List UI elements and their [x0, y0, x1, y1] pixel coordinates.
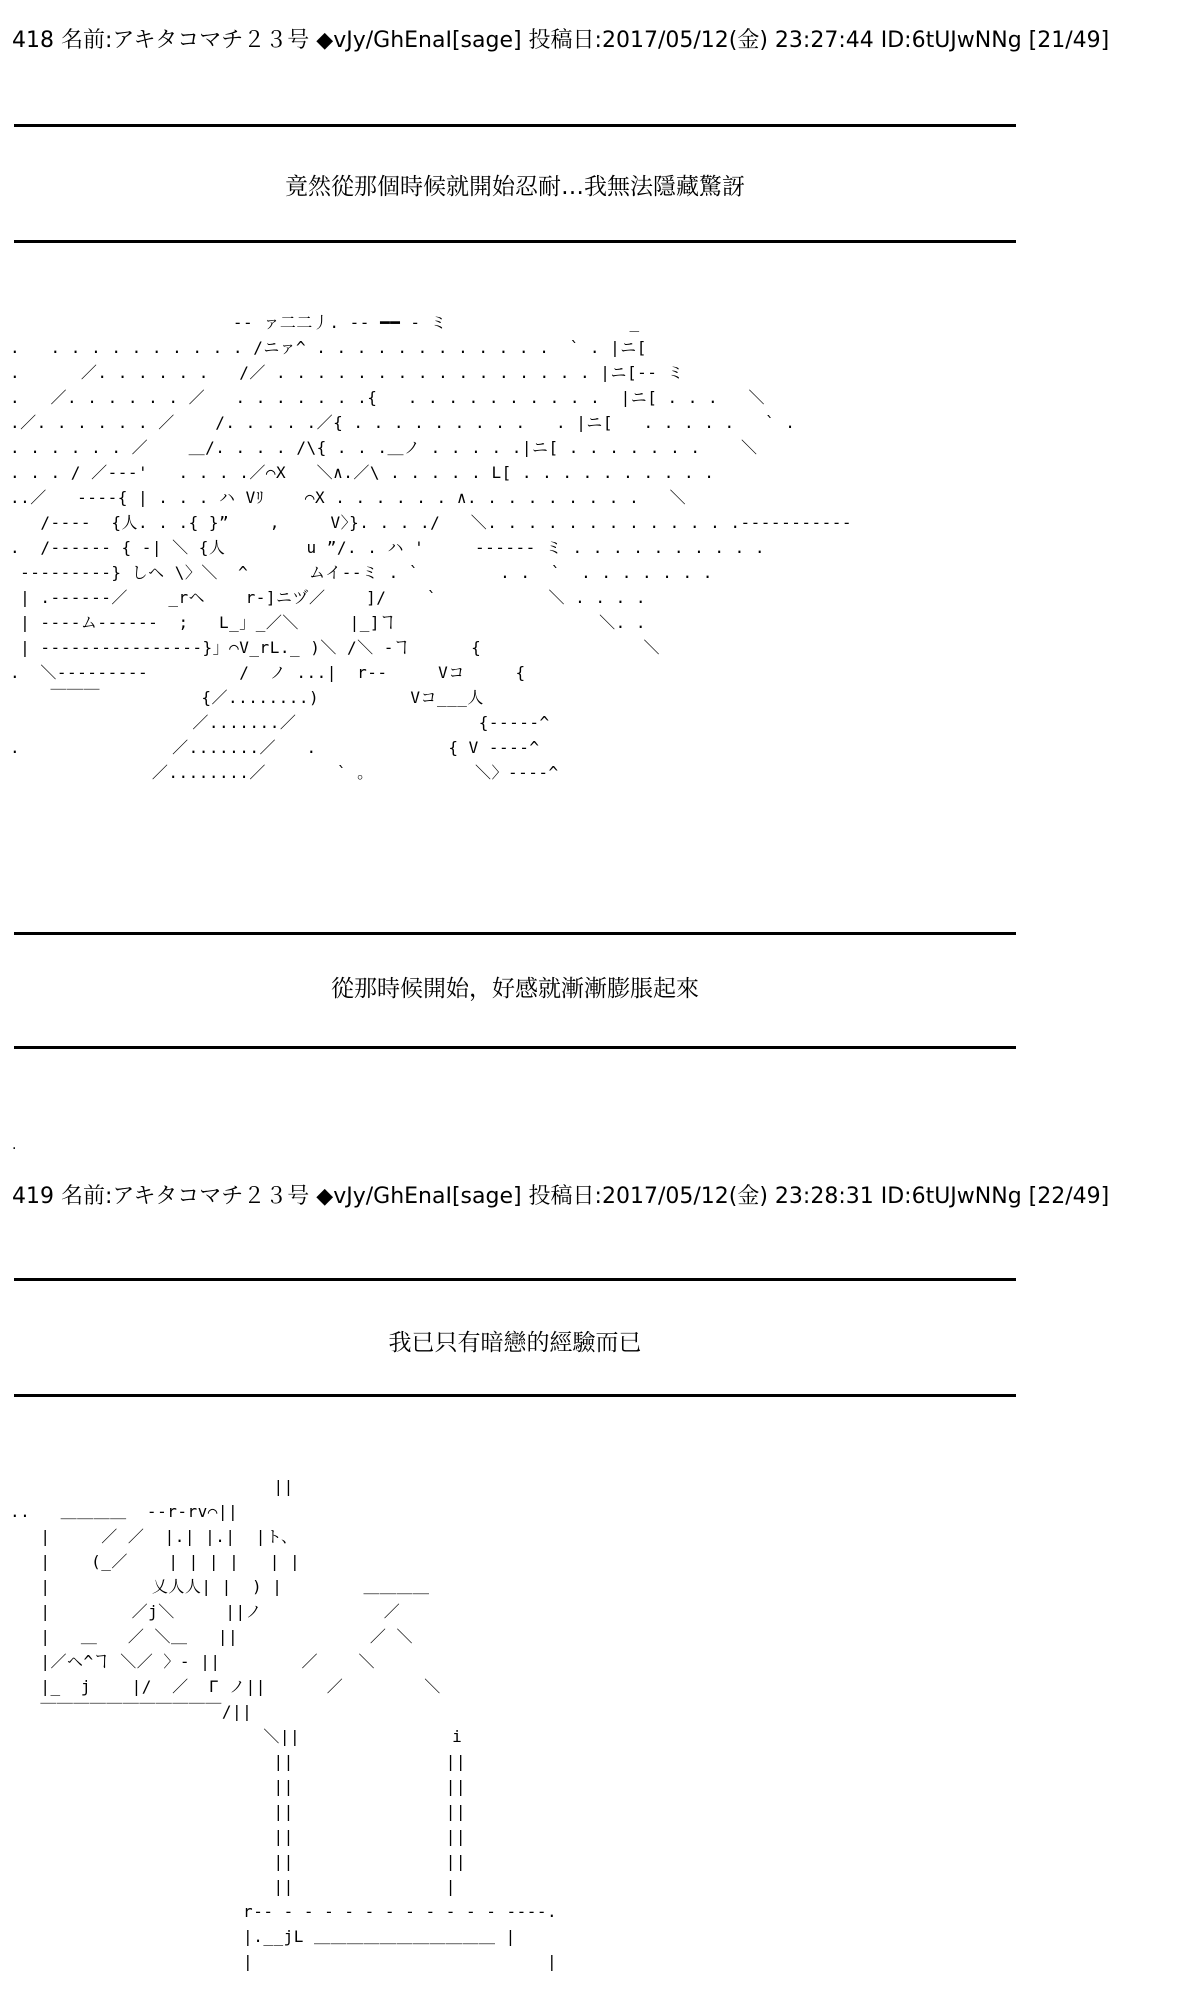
- divider-rule: [14, 1278, 1016, 1281]
- dialogue-caption: 從那時候開始，好感就漸漸膨脹起來: [331, 976, 699, 1002]
- divider-rule: [14, 1046, 1016, 1049]
- divider-rule: [14, 1394, 1016, 1397]
- dialogue-caption: 我已只有暗戀的經驗而已: [388, 1330, 642, 1356]
- post-header: 418 名前:アキタコマチ２３号 ◆vJy/GhEnaI[sage] 投稿日:2017/05/12(金) 23:27:44 ID:6tUJwNNg [21/49]: [12, 28, 1110, 53]
- ascii-art: -- ァ二二丿. -- ━━ - ミ _ . . . . . . . . . . . /ニァ^ . . . . . . . . . . . . ` . |ニ[ . ／. . . . . . /／ . . . . . . . . . . . . . . . . |ニ[-- ミ . ／. . . . . . ／ . . . . . . .{ . . . . . . . . . . |ニ[ . . . ＼ .／. . . . . . ／ /. . . . .／{ . . . . . . . . . . |ニ[ . . . . . ` . . . . . . . ／ ＿/. . . . /\{ . . .＿ノ . . . . .|ニ[ . . . . . . . ＼ . . . / ／---' . . . .／⌒X ＼∧.／\ . . . . . L[ . . . . . . . . . . ..／ ----{ | . . . ハ Vﾘ ⌒X . . . . . . ∧. . . . . . . . . ＼ /---- {人. . .{ }” , V〉}. . . ./ ＼. . . . . . . . . . . . .----------- . /------ { -| ＼ {人 u ”/. . ハ ' ------ ミ . . . . . . . . . . ---------} しヘ \〉＼ ^ ムイ--ミ . ` . . ` . . . . . . . | .------／ _rヘ r-]ニヅ／ ]/ ` ＼ . . . . | ----ム------ ; L_」_／＼ |_]ヿ ＼. . | ----------------}」⌒V_rL._ )＼ /＼ -ヿ { ＼ . ＼--------- / ノ ...| r-- Vコ { ￣￣￣ {／........) Vコ___人 ／.......／ {-----^ . ／.......／ . { V ----^ ／........／ ` 。 ＼〉----^: [10, 313, 852, 782]
- post-header: 419 名前:アキタコマチ２３号 ◆vJy/GhEnaI[sage] 投稿日:2017/05/12(金) 23:28:31 ID:6tUJwNNg [22/49]: [12, 1184, 1110, 1209]
- divider-rule: [14, 240, 1016, 243]
- dialogue-caption: 竟然從那個時候就開始忍耐…我無法隱藏驚訝: [285, 174, 745, 200]
- ascii-art: || .. ＿＿＿＿ --r-rv⌒|| | ／ ／ |.| |.| |ト、 | (_／ | | | | | | | 乂人人| | ) | ＿＿＿＿ | ／j＼ ||ノ ／ | ＿ ／ ＼＿ || ／ ＼ |／ヘ^ヿ ＼／ 〉- || ／ ＼ |_ j |/ ／ Γ ノ|| ／ ＼ ￣￣￣￣￣￣￣￣￣￣￣/|| ＼|| i || || || || || || || || || || || | r-- - - - - - - - - - - - ----. |.__jL ＿＿＿＿＿＿＿＿＿＿＿ | | |: [10, 1477, 558, 1971]
- divider-rule: [14, 932, 1016, 935]
- separator-dot: .: [12, 1137, 17, 1153]
- divider-rule: [14, 124, 1016, 127]
